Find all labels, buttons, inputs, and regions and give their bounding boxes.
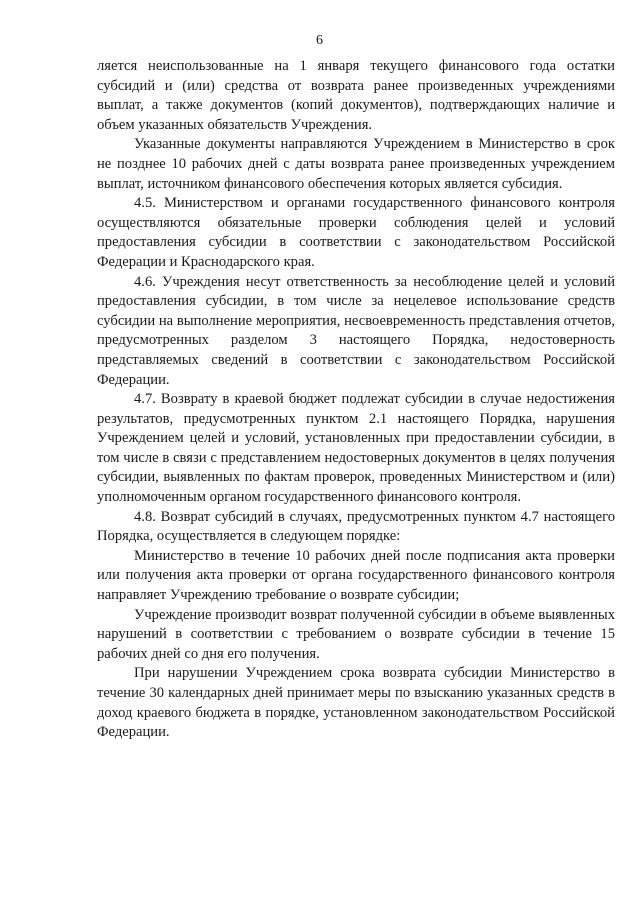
paragraph-institution-refund: Учреждение производит возврат полученной субсидии в объеме выявленных нарушений в соответствии с требованием о возврате субсидии в течение 15 рабочих дней со дня его получения. [97, 606, 615, 662]
paragraph-ministry-requirement: Министерство в течение 10 рабочих дней после подписания акта проверки или получения акта проверки от органа государственного финансового контроля направляет Учреждению требование о возврате субсидии; [97, 547, 615, 604]
document-body [97, 57, 615, 743]
paragraph-continuation: ляется неиспользованные на 1 января текущего финансового года остатки субсидий и (или) средства от возврата ранее произведенных учреждениями выплат, а также документов (копий документов), подтверждающих наличие и объем указанных обязательств Учреждения. [97, 58, 615, 133]
paragraph-4-6: 4.6. Учреждения несут ответственность за несоблюдение целей и условий предоставления субсидии, в том числе за нецелевое использование средств субсидии на выполнение мероприятия, несвоевременность представления отчетов, предусмотренных разделом 3 настоящего Порядка, недостоверность представляемых сведений в соответствии с законодательством Российской Федерации. [97, 273, 615, 388]
paragraph-4-7: 4.7. Возврату в краевой бюджет подлежат субсидии в случае недостижения результатов, предусмотренных пунктом 2.1 настоящего Порядка, нарушения Учреждением целей и условий, установленных при предоставлении субсидии, в том числе в связи с представлением недостоверных документов в целях получения субсидии, выявленных по фактам проверок, проведенных Министерством и (или) уполномоченным органом государственного финансового контроля. [97, 391, 615, 506]
paragraph-4-8: 4.8. Возврат субсидий в случаях, предусмотренных пунктом 4.7 настоящего Порядка, осуществляется в следующем порядке: [97, 508, 615, 545]
paragraph-refund-violation: При нарушении Учреждением срока возврата субсидии Министерство в течение 30 календарных дней принимает меры по взысканию указанных средств в доход краевого бюджета в порядке, установленном законодательством Российской Федерации. [97, 665, 615, 741]
page-number: 6 [316, 33, 323, 48]
paragraph-4-5: 4.5. Министерством и органами государственного финансового контроля осуществляются обязательные проверки соблюдения целей и условий предоставления субсидии в соответствии с законодательством Российской Федерации и Краснодарского края. [97, 195, 615, 270]
paragraph-documents-submission: Указанные документы направляются Учреждением в Министерство в срок не позднее 10 рабочих дней с даты возврата ранее произведенных учреждением выплат, источником финансового обеспечения которых является субсидия. [97, 136, 615, 192]
